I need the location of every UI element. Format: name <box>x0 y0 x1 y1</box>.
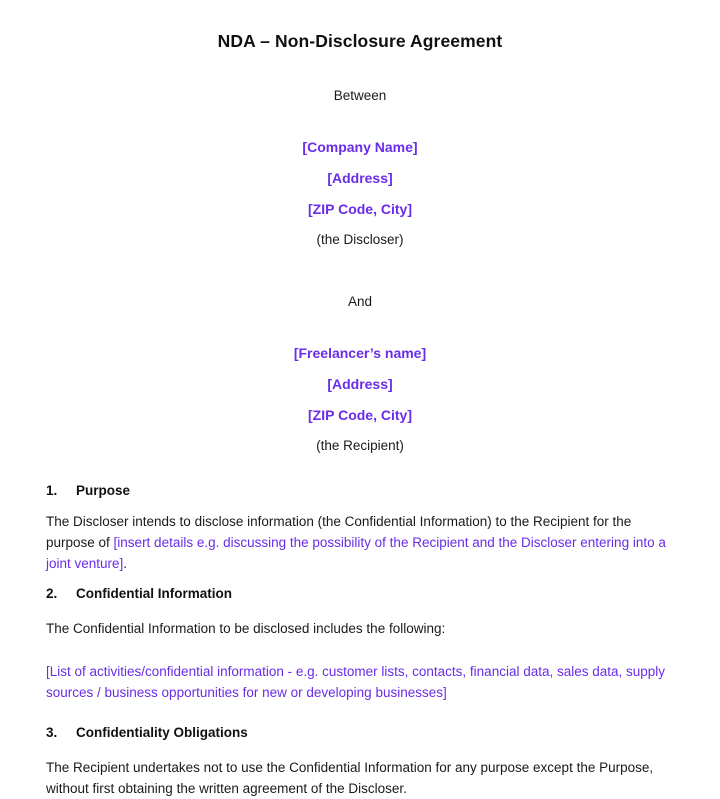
section-purpose <box>46 483 674 574</box>
section-2-heading <box>46 586 674 601</box>
parties-section <box>46 88 674 453</box>
section-confidential-information <box>46 586 674 703</box>
and-label: And <box>347 294 373 309</box>
section-2-number: 2. <box>46 586 58 601</box>
section-3-heading <box>46 725 674 740</box>
section-1-body-lead: The Discloser intends to disclose information (the Confidential Information) to the Recipient for the purpose of <box>46 514 632 550</box>
between-label: Between <box>333 88 387 103</box>
discloser-address-placeholder[interactable]: [Address] <box>327 170 393 186</box>
section-1-body <box>46 511 674 574</box>
section-1-body-placeholder[interactable]: [insert details e.g. discussing the possibility of the Recipient and the Discloser entering into a joint venture] <box>46 535 666 571</box>
section-3-body: The Recipient undertakes not to use the Confidential Information for any purpose except the Purpose, without first obtaining the written agreement of the Discloser. <box>46 760 654 796</box>
recipient-name-placeholder[interactable]: [Freelancer’s name] <box>293 345 427 361</box>
section-3-number: 3. <box>46 725 58 740</box>
section-2-body-lead: The Confidential Information to be disclosed includes the following: <box>46 621 446 636</box>
section-1-heading <box>46 483 674 498</box>
section-2-body-placeholder[interactable]: [List of activities/confidential information - e.g. customer lists, contacts, financial data, sales data, supply sources / business opportunities for new or developing businesses] <box>46 664 666 700</box>
recipient-zip-city-placeholder[interactable]: [ZIP Code, City] <box>308 407 412 423</box>
recipient-address-placeholder[interactable]: [Address] <box>327 376 393 392</box>
recipient-block <box>46 346 674 453</box>
section-1-title: Purpose <box>76 483 131 498</box>
section-1-number: 1. <box>46 483 58 498</box>
section-confidentiality-obligations <box>46 725 674 799</box>
discloser-role-label: (the Discloser) <box>316 232 404 247</box>
discloser-name-placeholder[interactable]: [Company Name] <box>302 139 418 155</box>
discloser-block <box>46 140 674 247</box>
section-3-title: Confidentiality Obligations <box>76 725 248 740</box>
section-1-body-tail: . <box>123 556 128 571</box>
recipient-role-label: (the Recipient) <box>316 438 404 453</box>
page-title: NDA – Non-Disclosure Agreement <box>217 31 503 51</box>
section-2-title: Confidential Information <box>76 586 232 601</box>
discloser-zip-city-placeholder[interactable]: [ZIP Code, City] <box>308 201 412 217</box>
